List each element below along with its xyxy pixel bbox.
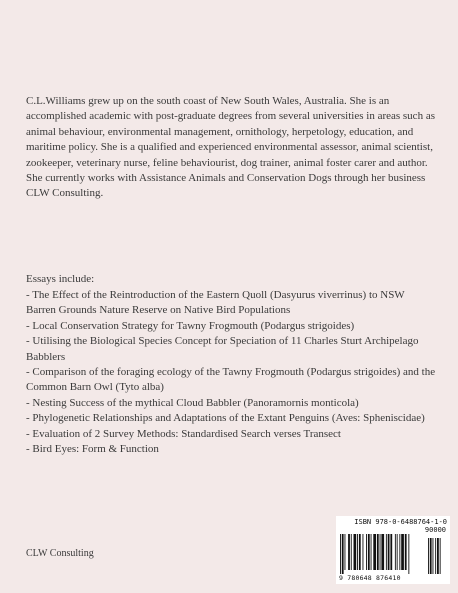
barcode-bar bbox=[408, 534, 409, 574]
essay-item: - Bird Eyes: Form & Function bbox=[26, 443, 159, 456]
barcode-bar bbox=[395, 534, 396, 570]
barcode-bar bbox=[348, 534, 350, 570]
barcode-bar bbox=[377, 534, 379, 570]
publisher-name: CLW Consulting bbox=[26, 548, 94, 559]
barcode-bar bbox=[340, 534, 341, 574]
isbn-text: ISBN 978-0-6488764-1-0 bbox=[354, 518, 447, 526]
barcode-addon-bar bbox=[428, 538, 429, 574]
essay-list bbox=[26, 288, 436, 457]
barcode-addon-bar bbox=[433, 538, 434, 574]
barcode-bar bbox=[345, 534, 346, 570]
barcode-bar bbox=[401, 534, 404, 570]
barcode-bar bbox=[380, 534, 381, 570]
essay-item: - Comparison of the foraging ecology of the Tawny Frogmouth (Podargus strigoides) and the Common Barn Owl (Tyto alba) bbox=[26, 366, 436, 394]
barcode-addon-bar bbox=[435, 538, 436, 574]
isbn-barcode bbox=[336, 516, 450, 584]
barcode-bar bbox=[354, 534, 357, 570]
barcode-bar bbox=[399, 534, 400, 570]
essay-item: - Local Conservation Strategy for Tawny Frogmouth (Podargus strigoides) bbox=[26, 319, 355, 332]
barcode-addon-bar bbox=[430, 538, 432, 574]
essay-item: - Utilising the Biological Species Concept for Speciation of 11 Charles Sturt Archipelago Babblers bbox=[26, 335, 419, 363]
barcode-bar bbox=[397, 534, 398, 570]
price-addon: 90000 bbox=[424, 526, 446, 534]
essay-item: - The Effect of the Reintroduction of the Eastern Quoll (Dasyurus viverrinus) to NSW Barren Grounds Nature Reserve on Native Bird Populations bbox=[26, 289, 405, 317]
barcode-bar bbox=[342, 534, 344, 574]
barcode-bar bbox=[363, 534, 364, 570]
barcode-bar bbox=[388, 534, 390, 570]
barcode-bars bbox=[340, 534, 446, 574]
barcode-bar bbox=[390, 534, 392, 570]
essay-item: - Evaluation of 2 Survey Methods: Standardised Search verses Transect bbox=[26, 427, 341, 440]
barcode-bar bbox=[368, 534, 370, 570]
essays-heading: Essays include: bbox=[26, 273, 95, 285]
author-bio: C.L.Williams grew up on the south coast of New South Wales, Australia. She is an accomplished academic with post-graduate degrees from several universities in areas such as animal behaviour, environmental management, ornithology, herpetology, education, and maritime policy. She is a qualified and experienced environmental assessor, animal scientist, zookeeper, veterinary nurse, feline behaviourist, dog trainer, animal foster carer and author. She currently works with Assistance Animals and Conservation Dogs through her business CLW Consulting. bbox=[26, 95, 435, 200]
barcode-digits: 9 780648 876410 bbox=[339, 574, 401, 582]
barcode-bar bbox=[405, 534, 407, 570]
barcode-bar bbox=[359, 534, 361, 570]
barcode-bar bbox=[351, 534, 352, 570]
barcode-bar bbox=[357, 534, 358, 570]
barcode-bar bbox=[386, 534, 387, 570]
barcode-bar bbox=[381, 534, 384, 570]
essay-item: - Nesting Success of the mythical Cloud Babbler (Panoramornis monticola) bbox=[26, 396, 359, 409]
barcode-addon-bar bbox=[437, 538, 439, 574]
barcode-bar bbox=[371, 534, 372, 570]
barcode-bar bbox=[373, 534, 376, 570]
essay-item: - Phylogenetic Relationships and Adaptations of the Extant Penguins (Aves: Spheniscidae) bbox=[26, 412, 425, 425]
barcode-bar bbox=[366, 534, 367, 570]
barcode-addon-bar bbox=[440, 538, 441, 574]
